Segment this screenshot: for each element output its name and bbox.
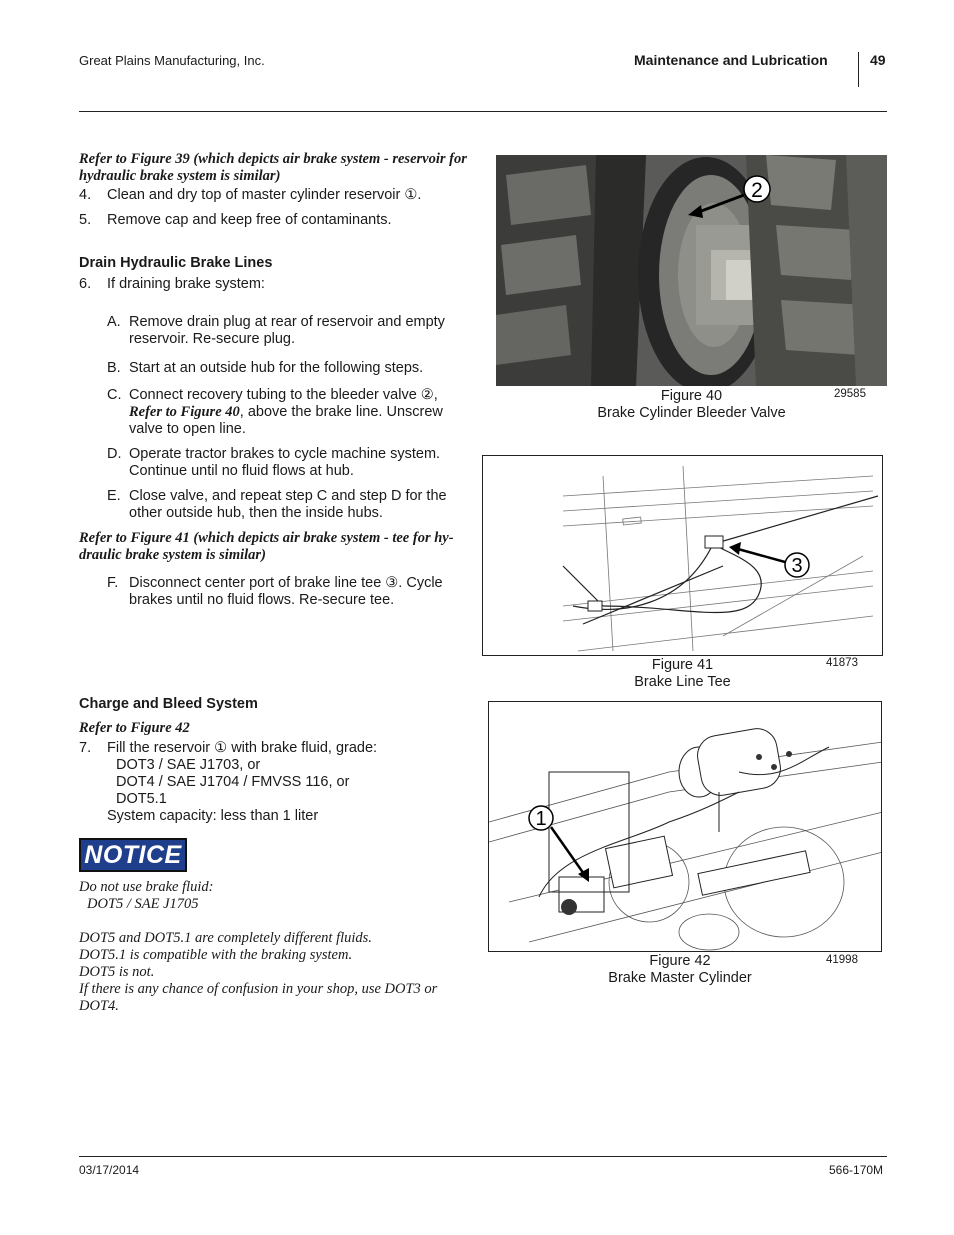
step-number: 6. bbox=[79, 276, 92, 292]
substep-letter: F. bbox=[107, 575, 119, 591]
notice-badge bbox=[79, 838, 187, 872]
figure-label: Figure 42 bbox=[649, 953, 711, 969]
figure-42-number: 41998 bbox=[826, 954, 858, 966]
figure-41-drawing bbox=[482, 455, 883, 656]
substep-line: Remove drain plug at rear of reservoir and empty bbox=[129, 314, 445, 330]
header-rule bbox=[79, 111, 887, 112]
substep-line: Disconnect center port of brake line tee ③. Cycle bbox=[129, 575, 443, 591]
fluid-grade: DOT5.1 bbox=[116, 791, 167, 807]
notice-label: NOTICE bbox=[84, 840, 182, 869]
figure-42-caption bbox=[488, 953, 872, 987]
figure-title: Brake Cylinder Bleeder Valve bbox=[597, 405, 786, 421]
footer-doc-number: 566-170M bbox=[829, 1163, 884, 1177]
substep-line: Continue until no fluid flows at hub. bbox=[129, 463, 354, 479]
notice-line: DOT5 / SAE J1705 bbox=[87, 896, 199, 912]
charge-heading: Charge and Bleed System bbox=[79, 696, 258, 712]
company-name: Great Plains Manufacturing, Inc. bbox=[79, 53, 265, 68]
substep-letter: B. bbox=[107, 360, 121, 376]
fluid-grade: DOT4 / SAE J1704 / FMVSS 116, or bbox=[116, 774, 350, 790]
notice-text bbox=[79, 879, 479, 1015]
reference-figure-41 bbox=[79, 530, 479, 564]
substep-line: Close valve, and repeat step C and step D for the bbox=[129, 488, 447, 504]
substep-line: brakes until no fluid flows. Re-secure tee. bbox=[129, 592, 395, 608]
step-7 bbox=[79, 740, 479, 825]
footer-rule bbox=[79, 1156, 887, 1157]
header-divider bbox=[858, 52, 859, 87]
figure-label: Figure 41 bbox=[651, 657, 714, 673]
substep-b bbox=[107, 360, 477, 377]
substep-letter: C. bbox=[107, 387, 122, 403]
section-title: Maintenance and Lubrication bbox=[634, 52, 828, 68]
step-text: Clean and dry top of master cylinder reservoir ①. bbox=[107, 187, 422, 203]
substep-line: , above the brake line. Unscrew bbox=[239, 404, 443, 420]
notice-line: DOT4. bbox=[79, 998, 119, 1014]
substep-d bbox=[107, 446, 477, 480]
callout-3-label: 3 bbox=[791, 555, 803, 577]
substep-line: Operate tractor brakes to cycle machine system. bbox=[129, 446, 441, 462]
reference-figure-39: Refer to Figure 39 (which depicts air brake system - reservoir for hydraulic brake system is similar) bbox=[79, 151, 467, 184]
substep-f bbox=[107, 575, 477, 609]
page-number: 49 bbox=[870, 52, 886, 68]
substep-c bbox=[107, 387, 477, 438]
figure-42-drawing bbox=[488, 701, 882, 952]
substep-letter: A. bbox=[107, 314, 121, 330]
drain-heading: Drain Hydraulic Brake Lines bbox=[79, 255, 273, 271]
callout-2-label: 2 bbox=[751, 179, 763, 202]
step-number: 5. bbox=[79, 212, 92, 228]
reference-line: Refer to Figure 41 (which depicts air brake system - tee for hy- bbox=[79, 530, 454, 546]
substep-line: Connect recovery tubing to the bleeder valve ②, bbox=[129, 387, 438, 403]
substep-a bbox=[107, 314, 477, 348]
reference-line: draulic brake system is similar) bbox=[79, 547, 266, 563]
step-text: If draining brake system: bbox=[107, 276, 265, 292]
reference-figure-42: Refer to Figure 42 bbox=[79, 720, 190, 736]
substep-line: reservoir. Re-secure plug. bbox=[129, 331, 296, 347]
system-capacity: System capacity: less than 1 liter bbox=[107, 808, 319, 824]
figure-label: Figure 40 bbox=[660, 388, 723, 404]
substep-line: Start at an outside hub for the following steps. bbox=[129, 360, 424, 376]
figure-40-photo bbox=[496, 155, 887, 386]
callout-1-label: 1 bbox=[535, 808, 547, 830]
step-text: Fill the reservoir ① with brake fluid, grade: bbox=[107, 740, 378, 756]
fluid-grade: DOT3 / SAE J1703, or bbox=[116, 757, 261, 773]
notice-line: If there is any chance of confusion in your shop, use DOT3 or bbox=[79, 981, 438, 997]
substep-letter: E. bbox=[107, 488, 121, 504]
substep-letter: D. bbox=[107, 446, 122, 462]
figure-40-caption bbox=[496, 388, 887, 422]
notice-line: Do not use brake fluid: bbox=[79, 879, 214, 895]
figure-40-number: 29585 bbox=[834, 388, 866, 400]
figure-41-caption bbox=[482, 657, 883, 691]
notice-line: DOT5.1 is compatible with the braking system. bbox=[79, 947, 353, 963]
notice-line: DOT5 is not. bbox=[79, 964, 155, 980]
step-number: 4. bbox=[79, 187, 92, 203]
step-number: 7. bbox=[79, 740, 92, 756]
figure-41-number: 41873 bbox=[826, 657, 858, 669]
substep-line: valve to open line. bbox=[129, 421, 246, 437]
figure-40-reference: Refer to Figure 40 bbox=[129, 404, 240, 420]
step-text: Remove cap and keep free of contaminants. bbox=[107, 212, 392, 228]
notice-line: DOT5 and DOT5.1 are completely different fluids. bbox=[79, 930, 372, 946]
figure-title: Brake Master Cylinder bbox=[608, 970, 752, 986]
footer-date: 03/17/2014 bbox=[79, 1163, 140, 1177]
substep-e bbox=[107, 488, 477, 522]
figure-title: Brake Line Tee bbox=[634, 674, 731, 690]
substep-line: other outside hub, then the inside hubs. bbox=[129, 505, 383, 521]
